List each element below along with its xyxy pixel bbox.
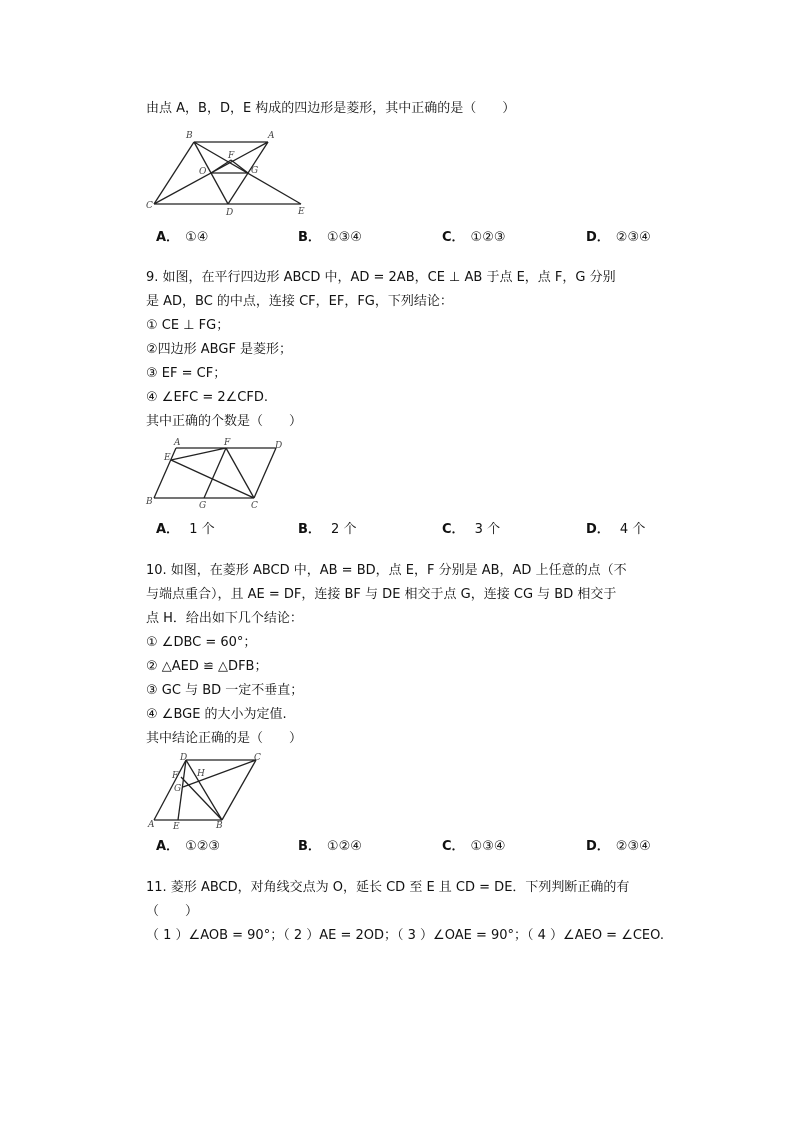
q9-label-g: G xyxy=(199,501,207,511)
q9-conclusion-4: ④ ∠EFC = 2∠CFD. xyxy=(146,390,268,405)
q9-option-c[interactable]: C． 3 个 xyxy=(442,522,501,537)
q10-label-h: H xyxy=(197,769,205,779)
q8-label-a: A xyxy=(268,131,275,141)
q10-conclusion-2: ② △AED ≌ △DFB； xyxy=(146,659,268,674)
q8-statement-tail: 由点 A，B，D，E 构成的四边形是菱形，其中正确的是（ ） xyxy=(146,101,516,116)
q8-label-c: C xyxy=(146,201,153,211)
q10-conclusion-4: ④ ∠BGE 的大小为定值. xyxy=(146,707,287,722)
q10-conclusion-3: ③ GC 与 BD 一定不垂直； xyxy=(146,683,304,698)
q8-label-o: O xyxy=(199,167,207,177)
q10-statement-line3: 点 H．给出如下几个结论： xyxy=(146,611,303,626)
q9-question: 其中正确的个数是（ ） xyxy=(146,414,303,429)
q8-label-b: B xyxy=(186,131,193,141)
q10-label-c: C xyxy=(254,753,261,763)
q9-conclusion-1: ① CE ⊥ FG； xyxy=(146,318,230,333)
q8-option-a[interactable]: A． ①④ xyxy=(156,230,209,245)
q9-options xyxy=(146,518,666,536)
q11-judgements: （ 1 ）∠AOB = 90°；（ 2 ）AE = 2OD；（ 3 ）∠OAE = 90°；（ 4 ）∠AEO = ∠CEO. xyxy=(146,928,664,943)
q9-figure xyxy=(144,436,294,512)
q9-statement-line2: 是 AD，BC 的中点，连接 CF，EF，FG，下列结论： xyxy=(146,294,453,309)
q9-option-d[interactable]: D． 4 个 xyxy=(586,522,646,537)
q8-option-d[interactable]: D． ②③④ xyxy=(586,230,651,245)
q9-label-d: D xyxy=(275,441,283,451)
q9-label-f: F xyxy=(224,438,231,448)
q10-label-f: F xyxy=(172,771,179,781)
q10-statement-line2: 与端点重合），且 AE = DF，连接 BF 与 DE 相交于点 G，连接 CG 与 BD 相交于 xyxy=(146,587,617,602)
q10-label-e: E xyxy=(173,822,180,832)
q10-figure xyxy=(144,750,274,836)
q10-option-d[interactable]: D． ②③④ xyxy=(586,839,651,854)
q10-label-b: B xyxy=(216,821,223,831)
q8-options xyxy=(146,226,666,244)
q9-option-b[interactable]: B． 2 个 xyxy=(298,522,357,537)
q10-conclusion-1: ① ∠DBC = 60°； xyxy=(146,635,257,650)
q9-label-e: E xyxy=(164,453,171,463)
q10-option-b[interactable]: B． ①②④ xyxy=(298,839,362,854)
q11-answer-blank: （ ） xyxy=(146,904,199,919)
q8-label-g: G xyxy=(251,166,259,176)
q9-conclusion-2: ②四边形 ABGF 是菱形； xyxy=(146,342,293,357)
q8-figure xyxy=(146,128,316,218)
q9-label-b: B xyxy=(146,497,153,507)
q10-label-g: G xyxy=(174,784,182,794)
q10-label-a: A xyxy=(148,820,155,830)
q9-label-c: C xyxy=(251,501,258,511)
q10-question: 其中结论正确的是（ ） xyxy=(146,731,303,746)
q10-option-a[interactable]: A． ①②③ xyxy=(156,839,221,854)
q8-option-b[interactable]: B． ①③④ xyxy=(298,230,362,245)
q10-statement-line1: 10. 如图，在菱形 ABCD 中，AB = BD，点 E，F 分别是 AB，AD 上任意的点（不 xyxy=(146,563,627,578)
q8-label-d: D xyxy=(226,208,234,218)
q10-options xyxy=(146,835,666,853)
q10-option-c[interactable]: C． ①③④ xyxy=(442,839,506,854)
q8-label-e: E xyxy=(298,207,305,217)
q9-label-a: A xyxy=(174,438,181,448)
q11-statement-line1: 11. 菱形 ABCD，对角线交点为 O，延长 CD 至 E 且 CD = DE．下列判断正确的有 xyxy=(146,880,630,895)
q9-option-a[interactable]: A． 1 个 xyxy=(156,522,215,537)
q8-option-c[interactable]: C． ①②③ xyxy=(442,230,506,245)
q10-label-d: D xyxy=(180,753,188,763)
q9-statement-line1: 9. 如图，在平行四边形 ABCD 中，AD = 2AB，CE ⊥ AB 于点 E，点 F，G 分别 xyxy=(146,270,616,285)
q9-conclusion-3: ③ EF = CF； xyxy=(146,366,227,381)
q8-label-f: F xyxy=(228,151,235,161)
